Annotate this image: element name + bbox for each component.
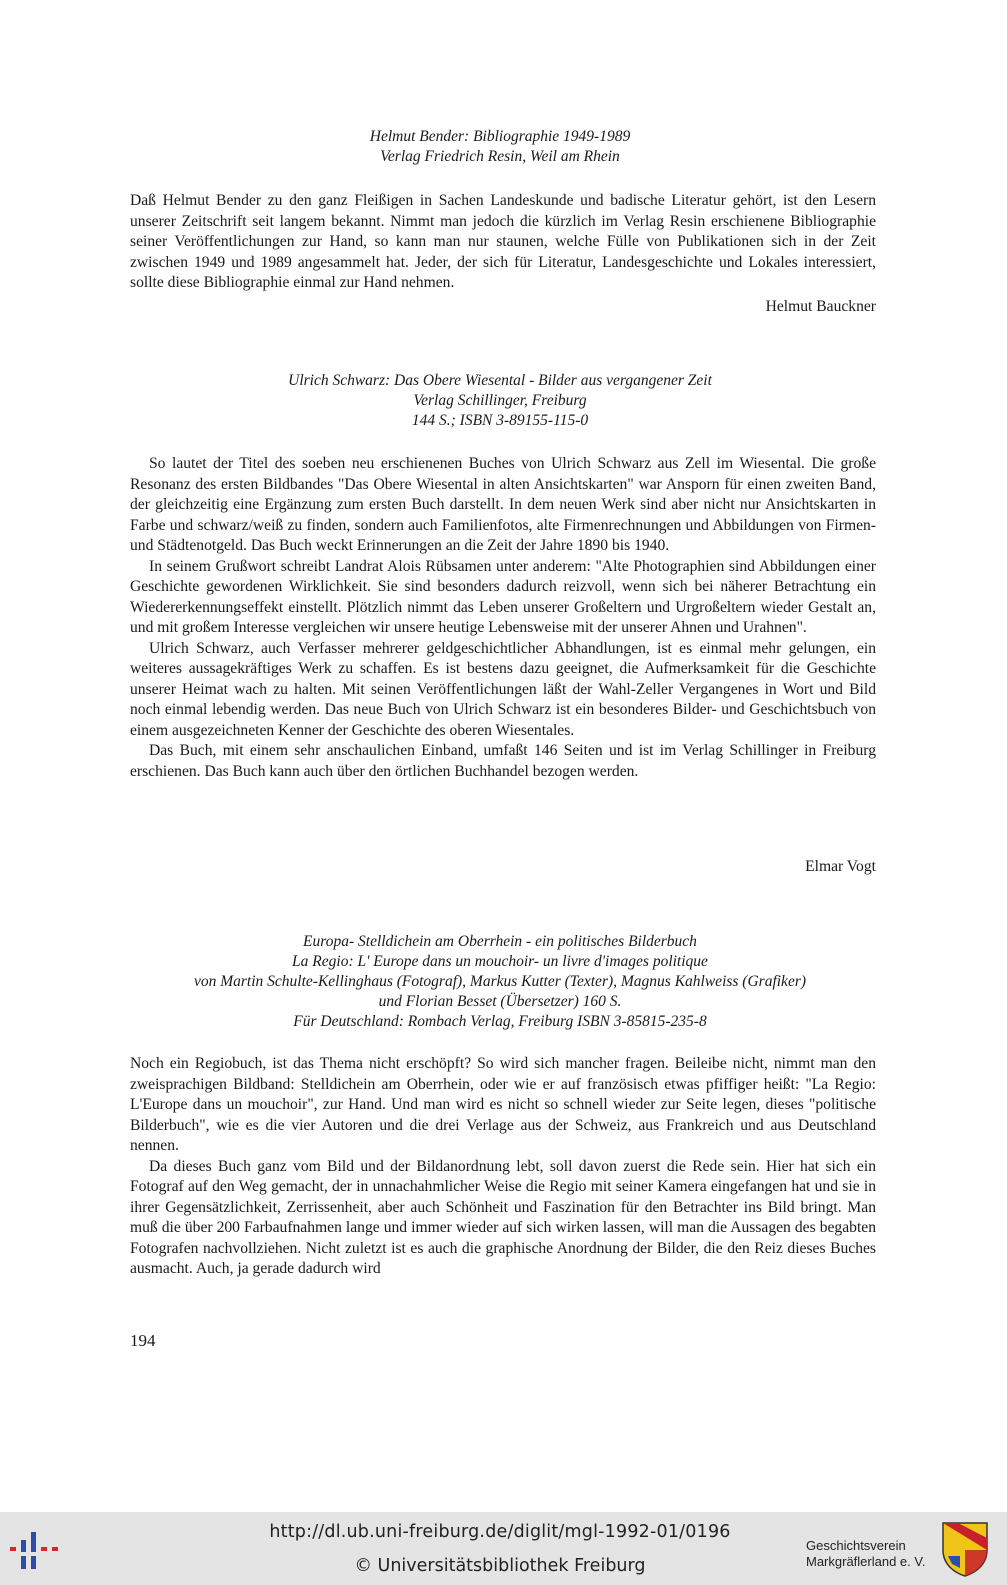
review-body: [130, 191, 876, 294]
paragraph: Daß Helmut Bender zu den ganz Fleißigen in Sachen Landeskunde und badische Literatur gehört, ist den Lesern unserer Zeitschrift seit langem bekannt. Nimmt man jedoch die kürzlich im Verlag Resin erschienene Bibliographie seiner Veröffentlichungen zur Hand, so kann man nur staunen, welche Fülle von Publikationen sich in der Zeit zwischen 1949 und 1989 angesammelt hat. Jeder, der sich für Literatur, Landesgeschichte und Lokales interessiert, sollte diese Bibliographie einmal zur Hand nehmen.: [130, 192, 876, 291]
ub-freiburg-logo-icon: [8, 1530, 64, 1570]
paragraph: Noch ein Regiobuch, ist das Thema nicht erschöpft? So wird sich mancher fragen. Beileibe nicht, nimmt man den zweisprachigen Bildband: Stelldichein am Oberrhein, oder wie er auf französisch etwas pfiffiger heißt: "La Regio: L'Europe dans un mouchoir", zur Hand. Und man wird es nicht so schnell wieder zur Seite legen, dieses "politische Bilderbuch", wie es die vier Autoren und die drei Verlage aus der Schweiz, aus Frankreich und aus Deutschland nennen.: [130, 1055, 876, 1154]
review-author: Helmut Bauckner: [765, 298, 876, 315]
heading-line: La Regio: L' Europe dans un mouchoir- un livre d'images politique: [292, 953, 708, 970]
heading-line: von Martin Schulte-Kellinghaus (Fotograf), Markus Kutter (Texter), Magnus Kahlweiss (Grafiker): [193, 973, 807, 990]
paragraph: Da dieses Buch ganz vom Bild und der Bildanordnung lebt, soll davon zuerst die Rede sein. Hier hat sich ein Fotograf auf den Weg gemacht, der in unnachahmlicher Weise die Regio mit seiner Kamera eingefangen hat und sie in ihrer Gegensätzlichkeit, Zerrissenheit, aber auch Schönheit und Faszination für den Betrachter ins Bild bringt. Man muß die über 200 Farbaufnahmen lange und immer wieder auf sich wirken lassen, will man die Aussagen des begabten Fotografen nachvollziehen. Nicht zuletzt ist es auch die graphische Anordnung der Bilder, die den Reiz dieses Buches ausmacht. Auch, ja gerade dadurch wird: [130, 1157, 876, 1277]
paragraph: In seinem Grußwort schreibt Landrat Alois Rübsamen unter anderem: "Alte Photographien sind Abbildungen einer Geschichte gewordenen Wirklichkeit. Sie sind besonders dadurch reizvoll, wenn sich bei näherer Betrachtung ein Wiedererkennungseffekt einstellt. Plötzlich nimmt das Leben unserer Großeltern und Urgroßeltern wieder Gestalt an, und mit großem Interesse vergleichen wir unsere heutige Lebensweise mit der unserer Ahnen und Urahnen".: [130, 557, 876, 636]
heading-line: Verlag Schillinger, Freiburg: [413, 392, 587, 409]
heading-line: und Florian Besset (Übersetzer) 160 S.: [378, 993, 622, 1010]
review-heading: [120, 127, 880, 167]
document-url-link[interactable]: http://dl.ub.uni-freiburg.de/diglit/mgl-1992-01/0196: [269, 1522, 731, 1542]
heading-line: Für Deutschland: Rombach Verlag, Freiburg ISBN 3-85815-235-8: [293, 1013, 707, 1030]
review-body: [130, 454, 876, 782]
review-body: [130, 1054, 876, 1280]
viewer-footer: [0, 1512, 1007, 1585]
review-author: Elmar Vogt: [805, 858, 876, 875]
heading-line: Verlag Friedrich Resin, Weil am Rhein: [380, 148, 620, 165]
review-heading: [120, 371, 880, 431]
heading-line: Helmut Bender: Bibliographie 1949-1989: [369, 128, 631, 145]
heading-line: Ulrich Schwarz: Das Obere Wiesental - Bilder aus vergangener Zeit: [288, 372, 712, 389]
society-line: Geschichtsverein: [806, 1538, 906, 1553]
society-crest-icon: [940, 1520, 990, 1578]
review-heading: [120, 932, 880, 1032]
copyright-notice: © Universitätsbibliothek Freiburg: [354, 1556, 646, 1576]
society-name: [806, 1538, 925, 1570]
paragraph: Das Buch, mit einem sehr anschaulichen Einband, umfaßt 146 Seiten und ist im Verlag Schillinger in Freiburg erschienen. Das Buch kann auch über den örtlichen Buchhandel bezogen werden.: [130, 742, 876, 780]
page-number: 194: [130, 1331, 156, 1350]
paragraph: Ulrich Schwarz, auch Verfasser mehrerer geldgeschichtlicher Abhandlungen, ist es einmal mehr gelungen, ein weiteres aussagekräftiges Werk zu schaffen. Es ist bestens dazu geeignet, die Aufmerksamkeit für die Geschichte unserer Heimat wach zu halten. Mit seinen Veröffentlichungen läßt der Wahl-Zeller Vergangenes in Wort und Bild noch einmal lebendig werden. Das neue Buch von Ulrich Schwarz ist ein besonderes Bilder- und Geschichtsbuch von einem ausgezeichneten Kenner der Geschichte des oberen Wiesentales.: [130, 639, 876, 739]
heading-line: Europa- Stelldichein am Oberrhein - ein politisches Bilderbuch: [303, 933, 697, 950]
society-line: Markgräflerland e. V.: [806, 1554, 926, 1569]
heading-line: 144 S.; ISBN 3-89155-115-0: [411, 412, 589, 429]
paragraph: So lautet der Titel des soeben neu erschienenen Buches von Ulrich Schwarz aus Zell im Wiesental. Die große Resonanz des ersten Bildbandes "Das Obere Wiesental in alten Ansichtskarten" war Ansporn für einen zweiten Band, der gleichzeitig eine Ergänzung zum ersten Buch darstellt. In dem neuen Werk sind aber nicht nur Ansichtskarten in Farbe und schwarz/weiß zu finden, sondern auch Familienfotos, alte Firmenrechnungen und Abbildungen von Firmen- und Städtenotgeld. Das Buch weckt Erinnerungen an die Zeit der Jahre 1890 bis 1940.: [130, 455, 876, 554]
